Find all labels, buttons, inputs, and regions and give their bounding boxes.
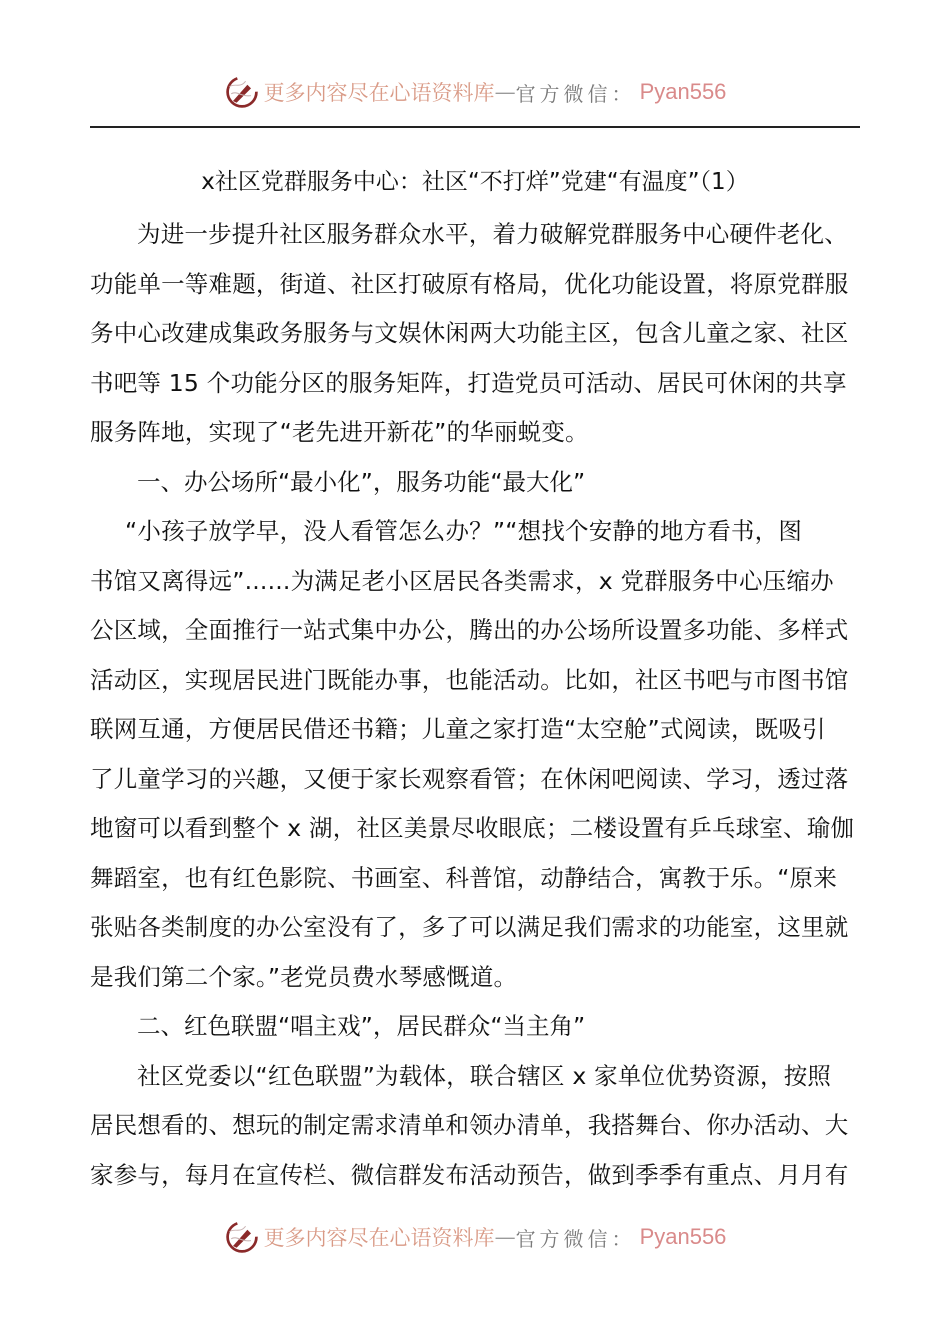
heading-text: 二、红色联盟“唱主戏”，居民群众“当主角” xyxy=(137,1012,586,1040)
text-line: 是我们第二个家。”老党员费水琴感慨道。 xyxy=(90,962,518,991)
paragraph-section-2 xyxy=(90,1052,860,1201)
watermark-label: 官方微信： xyxy=(515,1226,636,1251)
header-watermark xyxy=(0,72,950,112)
text-line: 服务阵地，实现了“老先进开新花”的华丽蜕变。 xyxy=(90,418,589,446)
heading-text: 一、办公场所“最小化”，服务功能“最大化” xyxy=(137,467,586,496)
text-line: “小孩子放学早，没人看管怎么办？”“想找个安静的地方看书，图 xyxy=(125,517,803,545)
text-line: 地窗可以看到整个 x 湖，社区美景尽收眼底；二楼设置有乒乓球室、瑜伽 xyxy=(90,814,855,842)
watermark-dash: — xyxy=(494,1225,516,1249)
text-line: 务中心改建成集政务服务与文娱休闲两大功能主区，包含儿童之家、社区 xyxy=(90,319,849,347)
footer-watermark xyxy=(0,1217,950,1257)
text-line: 居民想看的、想玩的制定需求清单和领办清单，我搭舞台、你办活动、大 xyxy=(90,1111,849,1139)
watermark-main-text: 更多内容尽在心语资料库 xyxy=(263,1226,495,1250)
text-line: 社区党委以“红色联盟”为载体，联合辖区 x 家单位优势资源，按照 xyxy=(137,1061,832,1090)
text-line: 为进一步提升社区服务群众水平，着力破解党群服务中心硬件老化、 xyxy=(137,220,848,248)
watermark-label: 官方微信： xyxy=(515,81,636,106)
text-line: 张贴各类制度的办公室没有了，多了可以满足我们需求的功能室，这里就 xyxy=(90,913,849,941)
watermark-wechat-id: Pyan556 xyxy=(639,1224,727,1249)
text-line: 舞蹈室，也有红色影院、书画室、科普馆，动静结合，寓教于乐。“原来 xyxy=(90,863,838,892)
text-line: 活动区，实现居民进门既能办事，也能活动。比如，社区书吧与市图书馆 xyxy=(90,665,849,694)
text-line: 公区域，全面推行一站式集中办公，腾出的办公场所设置多功能、多样式 xyxy=(90,616,849,644)
text-line: 联网互通，方便居民借还书籍；儿童之家打造“太空舱”式阅读，既吸引 xyxy=(90,715,826,743)
quill-pen-logo-icon xyxy=(224,1219,260,1255)
text-line: 书馆又离得远”......为满足老小区居民各类需求，x 党群服务中心压缩办 xyxy=(90,566,834,595)
watermark-wechat-id: Pyan556 xyxy=(639,79,727,104)
text-line: 了儿童学习的兴趣，又便于家长观察看管；在休闲吧阅读、学习，透过落 xyxy=(90,764,849,793)
paragraph-intro xyxy=(90,210,860,458)
text-line: 书吧等 15 个功能分区的服务矩阵，打造党员可活动、居民可休闲的共享 xyxy=(90,368,847,397)
paragraph-section-1 xyxy=(90,507,860,1002)
text-line: 家参与，每月在宣传栏、微信群发布活动预告，做到季季有重点、月月有 xyxy=(90,1160,849,1189)
section-heading-1 xyxy=(90,458,860,508)
watermark-dash: — xyxy=(494,80,516,104)
watermark-main-text: 更多内容尽在心语资料库 xyxy=(263,81,495,105)
document-body xyxy=(90,160,860,1200)
header-divider xyxy=(90,126,860,128)
quill-pen-logo-icon xyxy=(224,74,260,110)
document-title: x社区党群服务中心：社区“不打烊”党建“有温度”（1） xyxy=(201,169,749,195)
text-line: 功能单一等难题，街道、社区打破原有格局，优化功能设置，将原党群服 xyxy=(90,269,849,298)
section-heading-2 xyxy=(90,1002,860,1052)
